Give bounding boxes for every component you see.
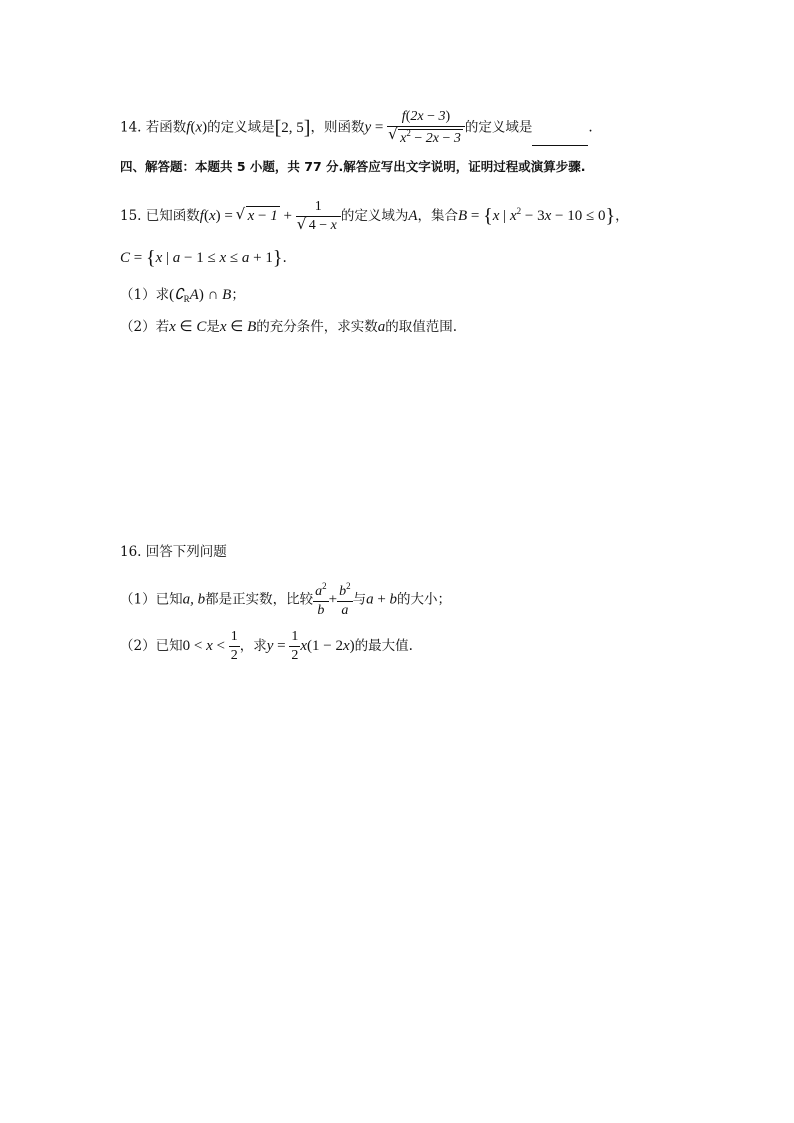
q14-text-1: 若函数	[145, 119, 187, 136]
q14-domain-interval: [2, 5]	[274, 116, 311, 139]
q16-p1-text-2: 与	[352, 591, 367, 608]
q14-text-4: 的定义域是	[464, 119, 533, 136]
q14-text-3: ，则函数	[310, 119, 365, 136]
q16-part-2	[120, 630, 413, 663]
q15-p2-label: （2）若	[120, 319, 170, 335]
q15-part-2	[120, 320, 457, 335]
q15-p1-end: ；	[231, 287, 245, 303]
q15-text-2: 的定义域为	[340, 208, 409, 224]
q15-p2-text-2: 的充分条件，求实数	[256, 319, 378, 335]
q16-p2-range: 0 < x <	[182, 638, 225, 654]
q16-p1-ab: a, b	[182, 591, 206, 608]
q15-set-c-line	[120, 248, 287, 268]
q15-part-1	[120, 288, 245, 304]
q16-title: 回答下列问题	[145, 544, 227, 560]
question-15	[120, 200, 629, 233]
q15-set-b: B = {x | $x^2 - 3x - 10 \le 0$}	[458, 205, 616, 227]
q16-p1-text-1: 都是正实数，比较	[205, 591, 314, 608]
q15-text-3: ，集合	[417, 208, 458, 224]
q15-function-def: f(x) = √ x − 1 +	[200, 208, 296, 224]
q15-p1-label: （1）求	[120, 287, 170, 303]
q16-p1-frac-b2a: $\frac{b^2}{a}$	[339, 581, 351, 618]
q16-p2-text-1: ，求	[239, 638, 267, 654]
q16-p2-label: （2）已知	[120, 638, 183, 654]
q16-p1-label: （1）已知	[120, 591, 183, 608]
q14-y-equals: y =	[364, 119, 384, 136]
q16-part-1: （1）已知a, b都是正实数，比较 $\frac{a^2}{b}$ + $\frac{b^2}{a}$ 与a + b的大小；	[120, 581, 452, 618]
q16-p2-half-2: $\frac{1}{2}$	[291, 629, 299, 663]
q14-end: .	[588, 119, 593, 136]
q16-p2-text-2: 的最大值.	[354, 638, 413, 654]
q15-p2-a: a	[377, 319, 386, 335]
q15-end: .	[282, 250, 287, 266]
q14-answer-blank	[532, 131, 588, 146]
q16-p2-half: $\frac{1}{2}$	[230, 629, 238, 663]
q16-p2-expr: x(1 − 2x)	[300, 638, 355, 654]
q15-text-4: ，	[615, 208, 629, 224]
section-heading: 四、解答题：本题共 5 小题，共 77 分.解答应写出文字说明，证明过程或演算步骤.	[120, 159, 586, 174]
q15-set-a: A	[408, 208, 418, 224]
q15-set-c: C = {x | a − 1 ≤ x ≤ a + 1}	[120, 247, 283, 269]
q16-p1-text-3: 的大小；	[397, 591, 452, 608]
q16-p1-a-plus-b: a + b	[366, 591, 398, 608]
q16-p1-frac-a2b: $\frac{a^2}{b}$	[315, 581, 327, 618]
q15-p2-text-3: 的取值范围.	[385, 319, 458, 335]
question-14	[120, 110, 593, 146]
q14-fraction: f(2x − 3) √ $x^2 - 2x - 3$	[387, 110, 465, 146]
q14-text-2: 的定义域是	[207, 119, 275, 136]
q15-p2-text-1: 是	[206, 319, 220, 335]
q16-number: 16.	[120, 544, 142, 560]
q14-number: 14.	[120, 119, 142, 136]
q16-p2-y: y =	[266, 638, 286, 654]
q15-p1-expression: $(∁_RA)$ ∩ B	[169, 287, 232, 304]
q15-text-1: 已知函数	[145, 208, 200, 224]
q14-function-f-x: f(x)	[186, 119, 208, 136]
q15-p2-x-in-c: x ∈ C	[169, 319, 207, 335]
q15-number: 15.	[120, 208, 142, 224]
q15-p2-x-in-b: x ∈ B	[219, 319, 257, 335]
q15-fraction: 1 √ 4 − x	[296, 200, 341, 233]
question-16	[120, 546, 227, 560]
